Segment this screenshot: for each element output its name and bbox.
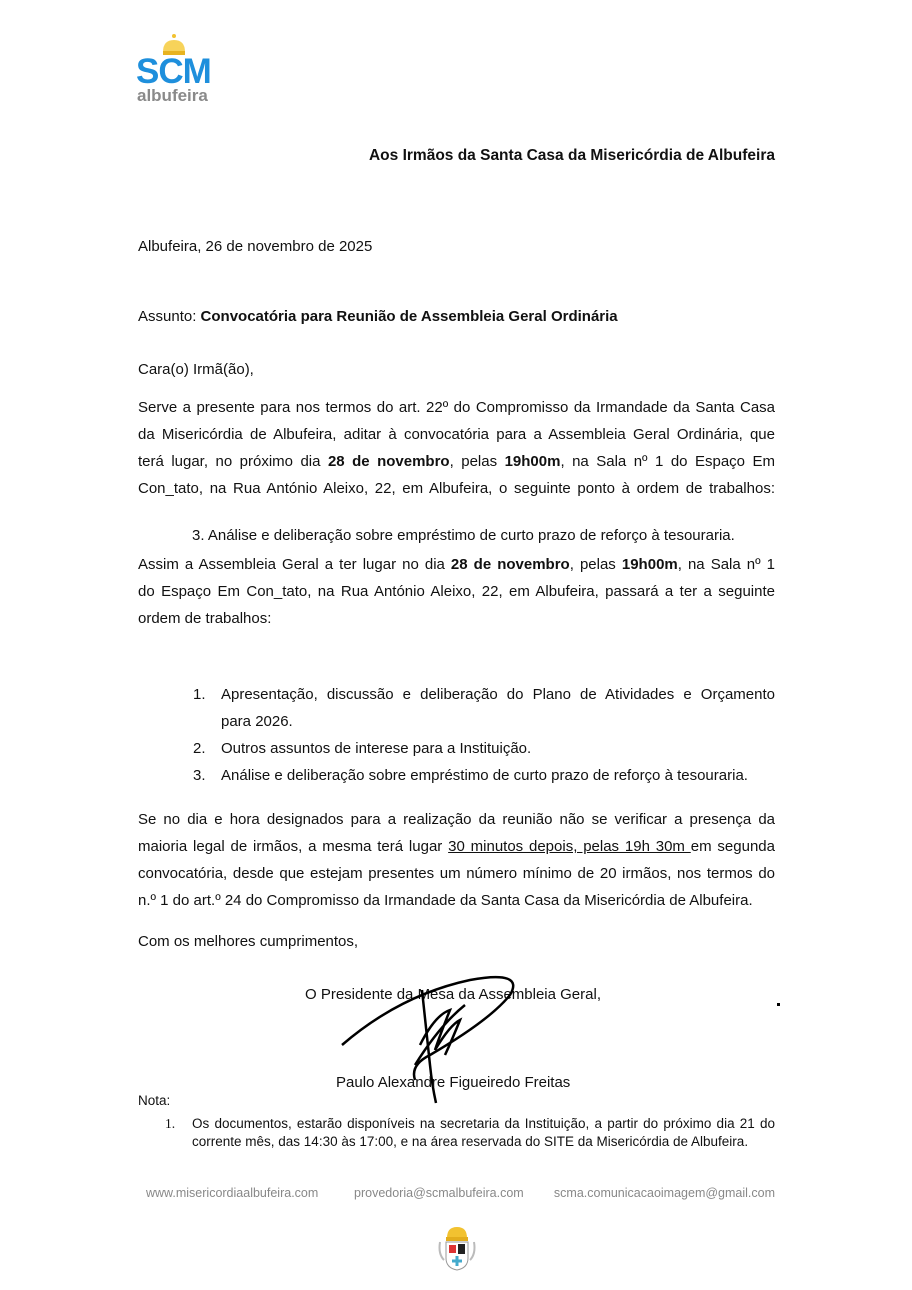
para-line: da Misericórdia de Albufeira, aditar à convocatória para a Assembleia Geral Ordinária, que	[138, 426, 775, 443]
paragraph-2	[138, 551, 775, 632]
subject-text: Convocatória para Reunião de Assembleia Geral Ordinária	[200, 308, 618, 325]
subject-line	[138, 308, 618, 325]
para-line: n.º 1 do art.º 24 do Compromisso da Irmandade da Santa Casa da Misericórdia de Albufeira.	[138, 892, 753, 909]
note-item: 1. Os documentos, estarão disponíveis na secretaria da Instituição, a partir do próximo dia 21 do corrente mês, das 14:30 às 17:00, e na área reservada do SITE da Misericórdia de Albufeira.	[165, 1116, 775, 1149]
para-line: Serve a presente para nos termos do art. 22º do Compromisso da Irmandade da Santa Casa	[138, 399, 775, 416]
para-line: Se no dia e hora designados para a realização da reunião não se verificar a presença da	[138, 811, 775, 828]
para-line: maioria legal de irmãos, a mesma terá lugar 30 minutos depois, pelas 19h 30m em segunda	[138, 838, 775, 855]
signer-name: Paulo Alexandre Figueiredo Freitas	[336, 1074, 571, 1091]
para-line: do Espaço Em Con_tato, na Rua António Aleixo, 22, em Albufeira, passará a ter a seguinte	[138, 583, 775, 600]
logo-albufeira-text: albufeira	[137, 86, 208, 105]
footer-email-provedoria: provedoria@scmalbufeira.com	[354, 1186, 524, 1200]
added-agenda-item: 3. Análise e deliberação sobre empréstimo de curto prazo de reforço à tesouraria.	[192, 527, 735, 544]
subject-label: Assunto:	[138, 308, 197, 325]
greeting: Cara(o) Irmã(ão),	[138, 361, 254, 378]
coat-of-arms-icon	[436, 1224, 478, 1272]
signer-role: O Presidente da Mesa da Assembleia Geral,	[305, 986, 601, 1003]
para-line: terá lugar, no próximo dia 28 de novembro, pelas 19h00m, na Sala nº 1 do Espaço Em	[138, 453, 775, 470]
logo-scm-text: SCM	[136, 52, 211, 91]
paragraph-3	[138, 806, 775, 914]
note-label: Nota:	[138, 1093, 171, 1108]
date-line: Albufeira, 26 de novembro de 2025	[138, 238, 373, 255]
scm-logo	[136, 32, 226, 108]
dot	[777, 1003, 780, 1006]
para-line: ordem de trabalhos:	[138, 610, 272, 627]
document-page: SCM albufeira Aos Irmãos da Santa Casa da Misericórdia de Albufeira Albufeira, 26 de novembro de 2025 Assunto: Convocatória para Reunião de Assembleia Geral Ordinária Cara(o) Irmã(ão), Serve a presente para nos termos do art. 22º do Compromisso da Irmandade da Santa Casa da Misericórdia de Albufeira, aditar à convocatória para a Assembleia Geral Ordinária, que terá lugar, no próximo dia 28 de novembro, pelas 19h00m, na Sala nº 1 do Espaço Em Con_tato, na Rua António Aleixo, 22, em Albufeira, o seguinte ponto à ordem de trabalhos: 3. Análise e deliberação sobre empréstimo de curto prazo de reforço à tesouraria. Assim a Assembleia Geral a ter lugar no dia 28 de novembro, pelas 19h00m, na Sala nº 1 do Espaço Em Con_tato, na Rua António Aleixo, 22, em Albufeira, passará a ter a seguinte ordem de trabalhos: 1. Apresentação, discussão e deliberação do Plano de Atividades e Orçamento para 2026. 2. Outros assuntos de interese para a Instituição. 3. Análise e deliberação sobre empréstimo de curto prazo de reforço à tesouraria. Se no dia e hora designados para a realização da reunião não se verificar a presença da maioria legal de irmãos, a mesma terá lugar 30 minutos depois, pelas 19h 30m em segunda convocatória, desde que estejam presentes um número mínimo de 20 irmãos, nos termos do n.º 1 do art.º 24 do Compromisso da Irmandade da Santa Casa da Misericórdia de Albufeira. Com os melhores cumprimentos, O Presidente da Mesa da Assembleia Geral, Paulo Alexandre Figueiredo Freitas Nota: 1. Os documentos, estarão disponíveis na secretaria da Instituição, a partir do próximo dia 21 do corrente mês, das 14:30 às 17:00, e na área reservada do SITE da Misericórdia de Albufeira. www.misericordiaalbufeira.com provedoria@scmalbufeira.com scma.comunicacaoimagem@gmail.com	[0, 0, 912, 1290]
footer-email-comunicacao: scma.comunicacaoimagem@gmail.com	[553, 1186, 775, 1200]
para-line: Assim a Assembleia Geral a ter lugar no dia 28 de novembro, pelas 19h00m, na Sala nº 1	[138, 556, 775, 573]
footer-website: www.misericordiaalbufeira.com	[146, 1186, 319, 1200]
letter-title: Aos Irmãos da Santa Casa da Misericórdia de Albufeira	[368, 147, 775, 164]
para-line: convocatória, desde que estejam presentes um número mínimo de 20 irmãos, nos termos do	[138, 865, 775, 882]
paragraph-1	[138, 394, 775, 502]
para-line: Con_tato, na Rua António Aleixo, 22, em Albufeira, o seguinte ponto à ordem de trabalhos:	[138, 480, 775, 497]
closing: Com os melhores cumprimentos,	[138, 933, 359, 950]
